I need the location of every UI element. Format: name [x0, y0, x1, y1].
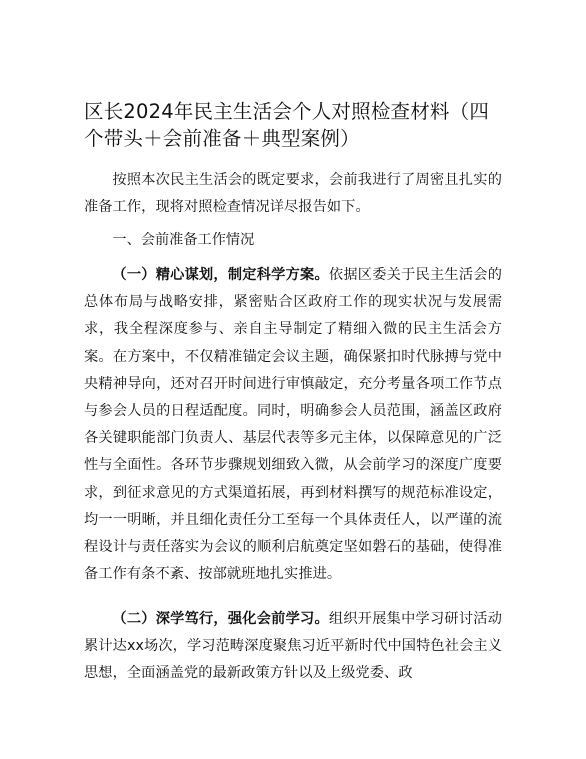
paragraph-1-lead: （一）精心谋划，制定科学方案。 — [112, 267, 329, 283]
document-title: 区长2024年民主生活会个人对照检查材料（四个带头＋会前准备＋典型案例） — [84, 100, 490, 150]
paragraph-1-body: 依据区委关于民主生活会的总体布局与战略安排，紧密贴合区政府工作的现实状况与发展需求，我全程深度参与、亲自主导制定了精细入微的民主生活会方案。在方案中，不仅精准锚定会议主题，确保紧扣时代脉搏与党中央精神导向，还对召开时间进行审慎敲定，充分考量各项工作节点与参会人员的日程适配度。同时，明确参会人员范围，涵盖区政府各关键职能部门负责人、基层代表等多元主体，以保障意见的广泛性与全面性。各环节步骤规划细致入微，从会前学习的深度广度要求，到征求意见的方式渠道拓展，再到材料撰写的规范标准设定，均一一明晰，并且细化责任分工至每一个具体责任人，以严谨的流程设计与责任落实为会议的顺利启航奠定坚如磐石的基础，使得准备工作有条不紊、按部就班地扎实推进。 — [84, 267, 502, 583]
paragraph-2 — [84, 606, 502, 688]
paragraph-2-body: 组织开展集中学习研讨活动累计达xx场次，学习范畴深度聚焦习近平新时代中国特色社会主义思想，全面涵盖党的最新政策方针以及上级党委、政 — [84, 611, 502, 682]
paragraph-1 — [84, 262, 502, 588]
section-heading: 一、会前准备工作情况 — [112, 232, 255, 248]
intro-paragraph: 按照本次民主生活会的既定要求，会前我进行了周密且扎实的准备工作，现将对照检查情况详尽报告如下。 — [84, 172, 502, 216]
paragraph-2-lead: （二）深学笃行，强化会前学习。 — [112, 611, 329, 627]
